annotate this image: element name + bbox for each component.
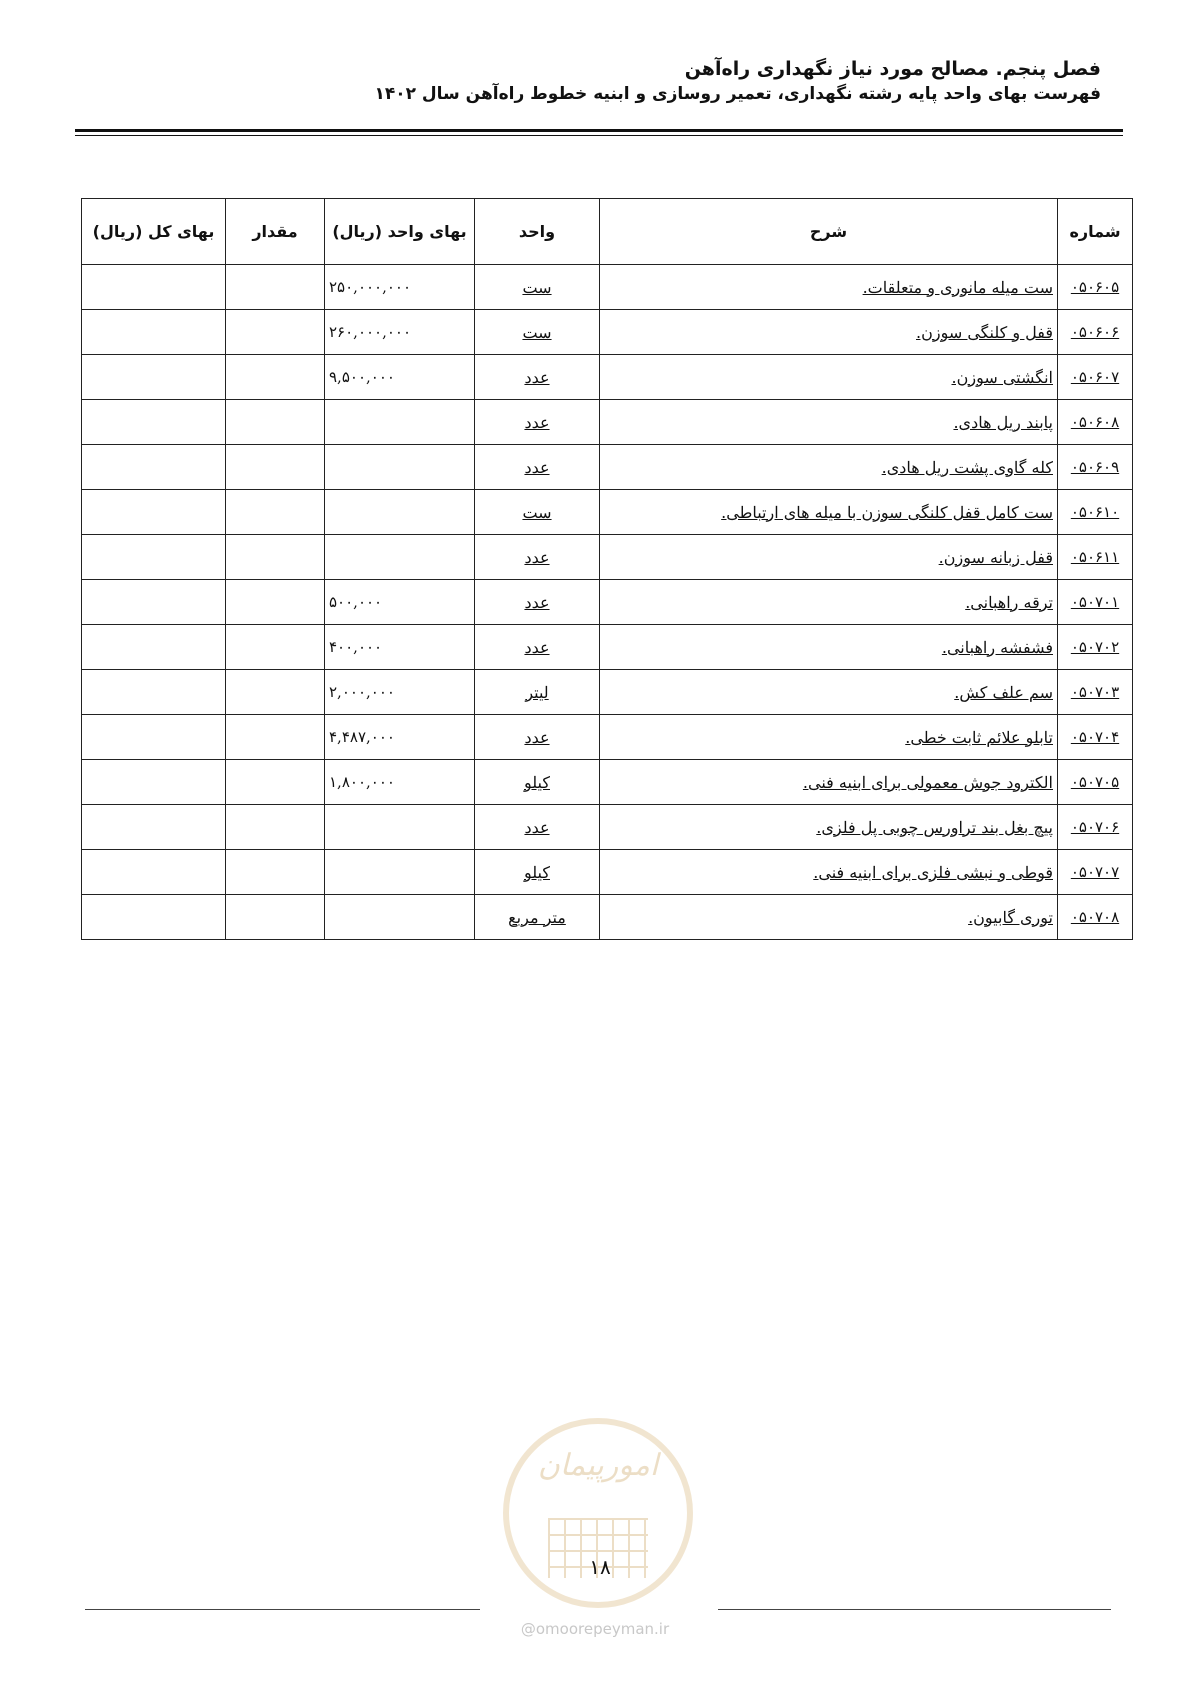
row-quantity	[226, 715, 325, 760]
row-total-price	[82, 445, 226, 490]
row-quantity	[226, 670, 325, 715]
website-watermark: @omoorepeyman.ir	[520, 1620, 670, 1638]
row-description: ست میله مانوری و متعلقات.	[862, 277, 1053, 297]
row-description: ست کامل قفل کلنگی سوزن با میله های ارتباطی.	[721, 502, 1053, 522]
table-header-row	[82, 199, 1133, 265]
row-quantity	[226, 535, 325, 580]
page-number: ۱۸	[589, 1555, 611, 1579]
footer-rule-left	[85, 1609, 480, 1610]
seal-text: امورپیمان	[537, 1448, 659, 1483]
row-quantity	[226, 355, 325, 400]
row-unit: عدد	[475, 625, 600, 670]
table-row	[82, 535, 1133, 580]
row-code: ۰۵۰۶۰۷	[1058, 355, 1133, 400]
row-unit-price: ۱,۸۰۰,۰۰۰	[325, 760, 475, 805]
row-unit: عدد	[475, 355, 600, 400]
row-code: ۰۵۰۷۰۸	[1058, 895, 1133, 940]
row-code: ۰۵۰۷۰۴	[1058, 715, 1133, 760]
table-row	[82, 895, 1133, 940]
row-unit-price	[325, 400, 475, 445]
row-unit-price	[325, 490, 475, 535]
table-row	[82, 400, 1133, 445]
row-description: انگشتی سوزن.	[951, 367, 1053, 387]
header-unit-price: بهای واحد (ریال)	[325, 199, 475, 265]
row-total-price	[82, 400, 226, 445]
row-total-price	[82, 715, 226, 760]
table-row	[82, 670, 1133, 715]
header-unit: واحد	[475, 199, 600, 265]
page-header	[75, 58, 1101, 104]
row-total-price	[82, 535, 226, 580]
row-total-price	[82, 490, 226, 535]
row-total-price	[82, 580, 226, 625]
row-description: قفل زبانه سوزن.	[938, 547, 1053, 567]
price-list-table	[81, 198, 1133, 940]
row-code: ۰۵۰۷۰۷	[1058, 850, 1133, 895]
row-quantity	[226, 625, 325, 670]
row-quantity	[226, 265, 325, 310]
header-rule-thin	[75, 135, 1123, 136]
row-quantity	[226, 805, 325, 850]
row-code: ۰۵۰۷۰۳	[1058, 670, 1133, 715]
row-unit: عدد	[475, 445, 600, 490]
row-code: ۰۵۰۶۰۶	[1058, 310, 1133, 355]
row-code: ۰۵۰۶۱۱	[1058, 535, 1133, 580]
table-row	[82, 265, 1133, 310]
row-description: قفل و کلنگی سوزن.	[916, 322, 1053, 342]
row-total-price	[82, 895, 226, 940]
row-unit: ست	[475, 265, 600, 310]
table-row	[82, 805, 1133, 850]
seal-ring	[503, 1418, 693, 1608]
row-description: پیچ بغل بند تراورس چوبی پل فلزی.	[816, 817, 1053, 837]
row-unit-price: ۲۶۰,۰۰۰,۰۰۰	[325, 310, 475, 355]
row-description: فشفشه راهبانی.	[941, 637, 1053, 657]
row-quantity	[226, 400, 325, 445]
row-description: توری گابیون.	[968, 907, 1053, 927]
table-row	[82, 760, 1133, 805]
row-unit-price: ۹,۵۰۰,۰۰۰	[325, 355, 475, 400]
row-total-price	[82, 805, 226, 850]
row-unit: عدد	[475, 805, 600, 850]
row-unit-price	[325, 895, 475, 940]
footer-rule-right	[718, 1609, 1111, 1610]
row-description: پابند ریل هادی.	[953, 412, 1053, 432]
row-total-price	[82, 355, 226, 400]
row-unit: کیلو	[475, 760, 600, 805]
row-quantity	[226, 445, 325, 490]
table-row	[82, 580, 1133, 625]
row-unit-price	[325, 445, 475, 490]
row-description: کله گاوی پشت ریل هادی.	[881, 457, 1053, 477]
row-total-price	[82, 850, 226, 895]
row-unit: لیتر	[475, 670, 600, 715]
header-quantity: مقدار	[226, 199, 325, 265]
row-total-price	[82, 670, 226, 715]
row-quantity	[226, 895, 325, 940]
row-unit-price: ۲۵۰,۰۰۰,۰۰۰	[325, 265, 475, 310]
row-unit-price: ۵۰۰,۰۰۰	[325, 580, 475, 625]
row-quantity	[226, 580, 325, 625]
table-row	[82, 490, 1133, 535]
row-description: قوطی و نبشی فلزی برای ابنیه فنی.	[813, 862, 1053, 882]
row-quantity	[226, 760, 325, 805]
row-unit: ست	[475, 490, 600, 535]
row-quantity	[226, 490, 325, 535]
row-unit: متر مربع	[475, 895, 600, 940]
row-unit: عدد	[475, 535, 600, 580]
row-code: ۰۵۰۶۰۸	[1058, 400, 1133, 445]
table-row	[82, 445, 1133, 490]
row-unit: عدد	[475, 715, 600, 760]
row-code: ۰۵۰۷۰۲	[1058, 625, 1133, 670]
row-total-price	[82, 310, 226, 355]
table-row	[82, 850, 1133, 895]
row-description: سم علف کش.	[954, 682, 1053, 702]
row-unit: عدد	[475, 580, 600, 625]
row-description: ترقه راهبانی.	[965, 592, 1053, 612]
row-total-price	[82, 265, 226, 310]
header-rule-thick	[75, 129, 1123, 132]
row-unit: عدد	[475, 400, 600, 445]
chapter-title: فصل پنجم. مصالح مورد نیاز نگهداری راه‌آهن	[684, 58, 1101, 80]
row-unit: ست	[475, 310, 600, 355]
table-row	[82, 310, 1133, 355]
document-subtitle: فهرست بهای واحد پایه رشته نگهداری، تعمیر روسازی و ابنیه خطوط راه‌آهن سال ۱۴۰۲	[374, 84, 1101, 104]
row-code: ۰۵۰۶۱۰	[1058, 490, 1133, 535]
row-code: ۰۵۰۷۰۶	[1058, 805, 1133, 850]
row-code: ۰۵۰۷۰۱	[1058, 580, 1133, 625]
row-unit-price	[325, 805, 475, 850]
header-total-price: بهای کل (ریال)	[82, 199, 226, 265]
row-unit-price	[325, 535, 475, 580]
row-code: ۰۵۰۶۰۹	[1058, 445, 1133, 490]
row-unit-price	[325, 850, 475, 895]
table-row	[82, 625, 1133, 670]
row-total-price	[82, 760, 226, 805]
row-unit: کیلو	[475, 850, 600, 895]
row-total-price	[82, 625, 226, 670]
row-code: ۰۵۰۷۰۵	[1058, 760, 1133, 805]
header-description: شرح	[600, 199, 1058, 265]
watermark-seal-logo	[503, 1418, 693, 1608]
row-quantity	[226, 850, 325, 895]
row-unit-price: ۲,۰۰۰,۰۰۰	[325, 670, 475, 715]
row-unit-price: ۴,۴۸۷,۰۰۰	[325, 715, 475, 760]
row-code: ۰۵۰۶۰۵	[1058, 265, 1133, 310]
table-row	[82, 715, 1133, 760]
row-quantity	[226, 310, 325, 355]
row-unit-price: ۴۰۰,۰۰۰	[325, 625, 475, 670]
table-row	[82, 355, 1133, 400]
header-code: شماره	[1058, 199, 1133, 265]
row-description: الکترود جوش معمولی برای ابنیه فنی.	[802, 772, 1053, 792]
row-description: تابلو علائم ثابت خطی.	[905, 727, 1053, 747]
